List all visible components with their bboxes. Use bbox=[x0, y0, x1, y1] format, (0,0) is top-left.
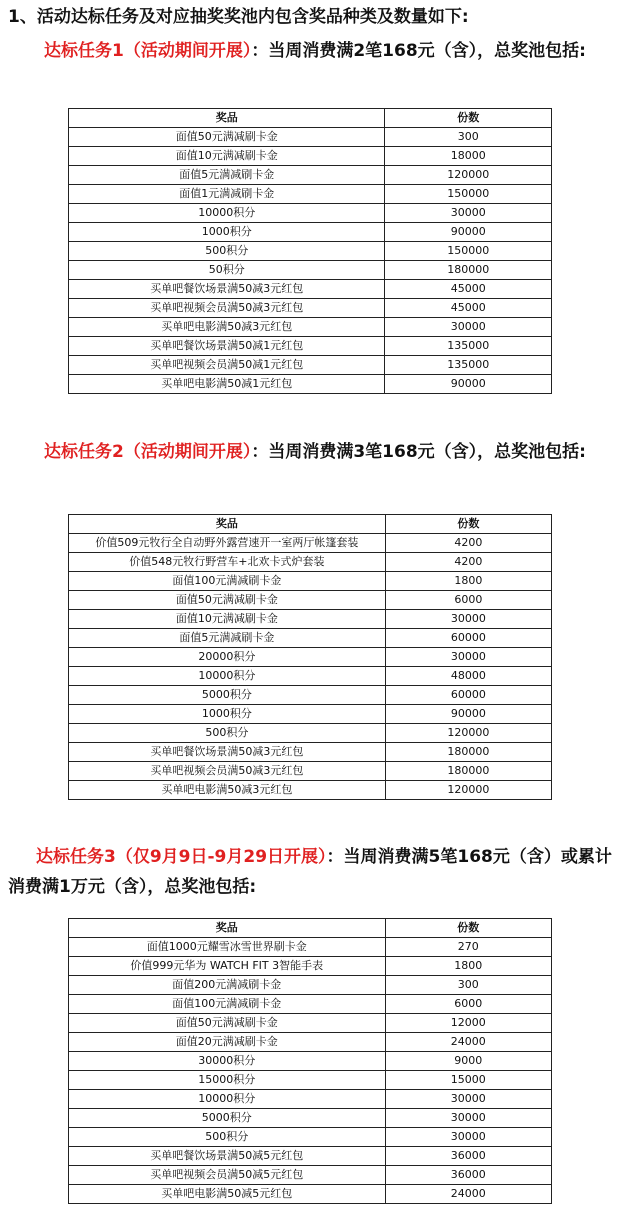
prize-column-header: 奖品 bbox=[69, 515, 386, 534]
quantity-column-header: 份数 bbox=[385, 515, 551, 534]
task-1-rows bbox=[69, 128, 552, 394]
table-row bbox=[69, 337, 552, 356]
table-row bbox=[69, 610, 552, 629]
prize-name-cell: 5000积分 bbox=[69, 686, 386, 705]
prize-name-cell: 500积分 bbox=[69, 1128, 386, 1147]
prize-quantity-cell: 300 bbox=[385, 976, 552, 995]
table-row bbox=[69, 667, 552, 686]
prize-name-cell: 500积分 bbox=[69, 724, 386, 743]
table-row bbox=[69, 648, 552, 667]
table-row bbox=[69, 375, 552, 394]
prize-quantity-cell: 30000 bbox=[385, 1109, 552, 1128]
table-row bbox=[69, 223, 552, 242]
table-row bbox=[69, 1185, 552, 1204]
prize-quantity-cell: 30000 bbox=[385, 1090, 552, 1109]
prize-name-cell: 买单吧餐饮场景满50减3元红包 bbox=[69, 743, 386, 762]
task-1-title: 达标任务1（活动期间开展） bbox=[44, 41, 252, 61]
table-row bbox=[69, 318, 552, 337]
prize-name-cell: 10000积分 bbox=[69, 667, 386, 686]
prize-quantity-cell: 180000 bbox=[385, 762, 551, 781]
prize-quantity-cell: 90000 bbox=[385, 705, 551, 724]
prize-name-cell: 50积分 bbox=[69, 261, 385, 280]
prize-name-cell: 买单吧餐饮场景满50减1元红包 bbox=[69, 337, 385, 356]
task-3-title: 达标任务3（仅9月9日-9月29日开展） bbox=[36, 847, 327, 867]
prize-name-cell: 面值20元满减刷卡金 bbox=[69, 1033, 386, 1052]
prize-name-cell: 面值200元满减刷卡金 bbox=[69, 976, 386, 995]
table-row bbox=[69, 686, 552, 705]
prize-column-header: 奖品 bbox=[69, 919, 386, 938]
prize-quantity-cell: 36000 bbox=[385, 1147, 552, 1166]
prize-quantity-cell: 24000 bbox=[385, 1033, 552, 1052]
prize-name-cell: 10000积分 bbox=[69, 204, 385, 223]
task-3-rows bbox=[69, 938, 552, 1204]
prize-quantity-cell: 120000 bbox=[385, 724, 551, 743]
prize-name-cell: 买单吧电影满50减3元红包 bbox=[69, 781, 386, 800]
table-row bbox=[69, 572, 552, 591]
task-2-prize-table bbox=[68, 514, 552, 800]
prize-quantity-cell: 30000 bbox=[385, 1128, 552, 1147]
prize-quantity-cell: 135000 bbox=[385, 337, 552, 356]
prize-quantity-cell: 48000 bbox=[385, 667, 551, 686]
table-row bbox=[69, 299, 552, 318]
prize-quantity-cell: 36000 bbox=[385, 1166, 552, 1185]
table-row bbox=[69, 1128, 552, 1147]
prize-quantity-cell: 45000 bbox=[385, 280, 552, 299]
prize-name-cell: 15000积分 bbox=[69, 1071, 386, 1090]
prize-name-cell: 1000积分 bbox=[69, 705, 386, 724]
table-row bbox=[69, 743, 552, 762]
table-row bbox=[69, 781, 552, 800]
prize-quantity-cell: 1800 bbox=[385, 957, 552, 976]
page-heading: 1、活动达标任务及对应抽奖奖池内包含奖品种类及数量如下: bbox=[8, 7, 469, 27]
table-row bbox=[69, 1090, 552, 1109]
prize-name-cell: 500积分 bbox=[69, 242, 385, 261]
prize-name-cell: 买单吧视频会员满50减5元红包 bbox=[69, 1166, 386, 1185]
prize-name-cell: 20000积分 bbox=[69, 648, 386, 667]
table-row bbox=[69, 1052, 552, 1071]
task-1-description bbox=[8, 36, 628, 66]
prize-quantity-cell: 60000 bbox=[385, 629, 551, 648]
table-row bbox=[69, 280, 552, 299]
prize-quantity-cell: 150000 bbox=[385, 185, 552, 204]
table-row bbox=[69, 724, 552, 743]
prize-quantity-cell: 90000 bbox=[385, 375, 552, 394]
table-row bbox=[69, 1014, 552, 1033]
prize-quantity-cell: 135000 bbox=[385, 356, 552, 375]
prize-name-cell: 买单吧电影满50减1元红包 bbox=[69, 375, 385, 394]
prize-name-cell: 面值1元满减刷卡金 bbox=[69, 185, 385, 204]
table-row bbox=[69, 762, 552, 781]
prize-name-cell: 买单吧餐饮场景满50减5元红包 bbox=[69, 1147, 386, 1166]
prize-name-cell: 30000积分 bbox=[69, 1052, 386, 1071]
prize-quantity-cell: 1800 bbox=[385, 572, 551, 591]
table-row bbox=[69, 976, 552, 995]
prize-name-cell: 买单吧视频会员满50减1元红包 bbox=[69, 356, 385, 375]
table-row bbox=[69, 553, 552, 572]
prize-name-cell: 面值5元满减刷卡金 bbox=[69, 166, 385, 185]
table-row bbox=[69, 128, 552, 147]
table-row bbox=[69, 591, 552, 610]
table-row bbox=[69, 185, 552, 204]
task-2-rows bbox=[69, 534, 552, 800]
table-row bbox=[69, 938, 552, 957]
table-row bbox=[69, 957, 552, 976]
prize-quantity-cell: 30000 bbox=[385, 318, 552, 337]
prize-quantity-cell: 120000 bbox=[385, 781, 551, 800]
prize-quantity-cell: 45000 bbox=[385, 299, 552, 318]
table-row bbox=[69, 1071, 552, 1090]
table-row bbox=[69, 1147, 552, 1166]
prize-name-cell: 买单吧视频会员满50减3元红包 bbox=[69, 299, 385, 318]
prize-name-cell: 买单吧餐饮场景满50减3元红包 bbox=[69, 280, 385, 299]
prize-quantity-cell: 18000 bbox=[385, 147, 552, 166]
table-row bbox=[69, 534, 552, 553]
table-row bbox=[69, 1109, 552, 1128]
table-header-row bbox=[69, 919, 552, 938]
table-row bbox=[69, 705, 552, 724]
prize-column-header: 奖品 bbox=[69, 109, 385, 128]
table-header-row bbox=[69, 109, 552, 128]
table-header-row bbox=[69, 515, 552, 534]
prize-quantity-cell: 9000 bbox=[385, 1052, 552, 1071]
table-row bbox=[69, 995, 552, 1014]
prize-name-cell: 面值5元满减刷卡金 bbox=[69, 629, 386, 648]
prize-name-cell: 面值10元满减刷卡金 bbox=[69, 147, 385, 166]
prize-name-cell: 面值50元满减刷卡金 bbox=[69, 128, 385, 147]
prize-name-cell: 面值10元满减刷卡金 bbox=[69, 610, 386, 629]
prize-name-cell: 买单吧视频会员满50减3元红包 bbox=[69, 762, 386, 781]
prize-quantity-cell: 30000 bbox=[385, 610, 551, 629]
table-row bbox=[69, 1033, 552, 1052]
prize-name-cell: 10000积分 bbox=[69, 1090, 386, 1109]
prize-quantity-cell: 270 bbox=[385, 938, 552, 957]
prize-name-cell: 买单吧电影满50减3元红包 bbox=[69, 318, 385, 337]
prize-name-cell: 价值509元牧行全自动野外露营速开一室两厅帐篷套装 bbox=[69, 534, 386, 553]
prize-quantity-cell: 6000 bbox=[385, 995, 552, 1014]
task-1-condition: ：当周消费满2笔168元（含），总奖池包括: bbox=[251, 41, 586, 61]
table-row bbox=[69, 242, 552, 261]
prize-name-cell: 面值100元满减刷卡金 bbox=[69, 995, 386, 1014]
prize-quantity-cell: 4200 bbox=[385, 553, 551, 572]
table-row bbox=[69, 147, 552, 166]
prize-quantity-cell: 6000 bbox=[385, 591, 551, 610]
task-1-prize-table bbox=[68, 108, 552, 394]
prize-quantity-cell: 180000 bbox=[385, 261, 552, 280]
prize-quantity-cell: 180000 bbox=[385, 743, 551, 762]
prize-name-cell: 价值999元华为 WATCH FIT 3智能手表 bbox=[69, 957, 386, 976]
table-row bbox=[69, 356, 552, 375]
prize-quantity-cell: 300 bbox=[385, 128, 552, 147]
prize-quantity-cell: 60000 bbox=[385, 686, 551, 705]
prize-name-cell: 买单吧电影满50减5元红包 bbox=[69, 1185, 386, 1204]
prize-name-cell: 面值1000元耀雪冰雪世界刷卡金 bbox=[69, 938, 386, 957]
prize-quantity-cell: 120000 bbox=[385, 166, 552, 185]
task-3-description bbox=[8, 842, 628, 902]
table-row bbox=[69, 629, 552, 648]
prize-quantity-cell: 30000 bbox=[385, 204, 552, 223]
prize-quantity-cell: 24000 bbox=[385, 1185, 552, 1204]
prize-name-cell: 面值50元满减刷卡金 bbox=[69, 1014, 386, 1033]
prize-quantity-cell: 4200 bbox=[385, 534, 551, 553]
task-2-description bbox=[8, 437, 628, 467]
task-2-title: 达标任务2（活动期间开展） bbox=[44, 442, 252, 462]
task-3-prize-table bbox=[68, 918, 552, 1204]
quantity-column-header: 份数 bbox=[385, 919, 552, 938]
table-row bbox=[69, 261, 552, 280]
prize-quantity-cell: 30000 bbox=[385, 648, 551, 667]
prize-quantity-cell: 90000 bbox=[385, 223, 552, 242]
prize-name-cell: 面值100元满减刷卡金 bbox=[69, 572, 386, 591]
table-row bbox=[69, 1166, 552, 1185]
prize-quantity-cell: 12000 bbox=[385, 1014, 552, 1033]
prize-name-cell: 1000积分 bbox=[69, 223, 385, 242]
task-3-condition: ：当周消费满5笔168元（含）或累计消费满1万元（含），总奖池包括: bbox=[8, 847, 612, 897]
table-row bbox=[69, 166, 552, 185]
task-2-condition: ：当周消费满3笔168元（含），总奖池包括: bbox=[251, 442, 586, 462]
prize-name-cell: 价值548元牧行野营车+北欢卡式炉套装 bbox=[69, 553, 386, 572]
prize-name-cell: 面值50元满减刷卡金 bbox=[69, 591, 386, 610]
prize-quantity-cell: 150000 bbox=[385, 242, 552, 261]
prize-name-cell: 5000积分 bbox=[69, 1109, 386, 1128]
quantity-column-header: 份数 bbox=[385, 109, 552, 128]
prize-quantity-cell: 15000 bbox=[385, 1071, 552, 1090]
table-row bbox=[69, 204, 552, 223]
